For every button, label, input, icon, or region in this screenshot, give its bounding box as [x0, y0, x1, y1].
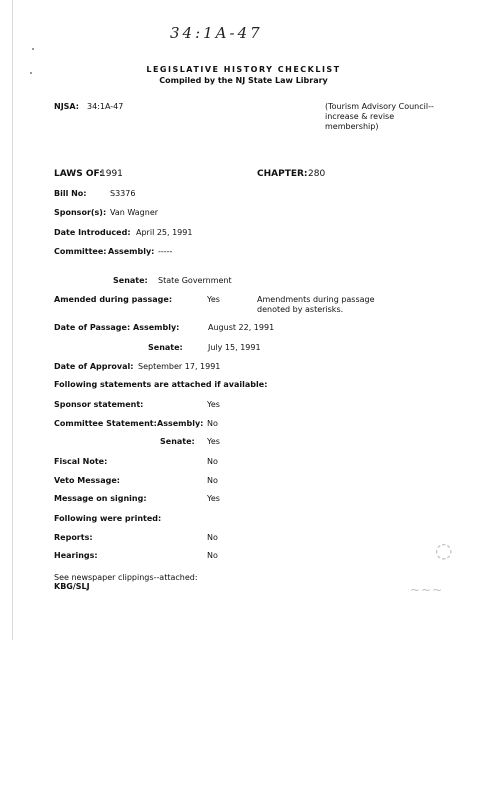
committee-senate-value: State Government: [158, 276, 232, 285]
document-header: [0, 65, 487, 85]
date-introduced-label: Date Introduced:: [54, 228, 131, 237]
committee-statement-label: Committee Statement:: [54, 419, 157, 428]
sponsors-value: Van Wagner: [110, 208, 159, 217]
reports-label: Reports:: [54, 533, 93, 542]
committee-statement-assembly-value: No: [207, 419, 218, 428]
bill-no-label: Bill No:: [54, 189, 87, 198]
statements-heading: Following statements are attached if available:: [54, 380, 268, 389]
veto-message-value: No: [207, 476, 218, 485]
sponsors-label: Sponsor(s):: [54, 208, 107, 217]
passage-assembly-value: August 22, 1991: [208, 323, 275, 332]
bleed-through-mark: ◌: [435, 538, 453, 562]
date-of-approval-label: Date of Approval:: [54, 362, 134, 371]
committee-statement-assembly-label: Assembly:: [157, 419, 204, 428]
sponsor-statement-value: Yes: [207, 400, 220, 409]
njsa-value: 34:1A-47: [87, 102, 124, 111]
initials: KBG/SLJ: [54, 582, 90, 591]
document-subtitle: Compiled by the NJ State Law Library: [159, 76, 328, 85]
hearings-value: No: [207, 551, 218, 560]
laws-of-label: LAWS OF:: [54, 169, 103, 179]
committee-assembly-value: -----: [158, 247, 173, 256]
reports-value: No: [207, 533, 218, 542]
passage-senate-value: July 15, 1991: [208, 343, 261, 352]
message-on-signing-value: Yes: [207, 494, 220, 503]
date-of-passage-label: Date of Passage:: [54, 323, 131, 332]
date-of-approval-value: September 17, 1991: [138, 362, 221, 371]
passage-senate-label: Senate:: [148, 343, 183, 352]
fiscal-note-value: No: [207, 457, 218, 466]
chapter-label: CHAPTER:: [257, 169, 308, 179]
sponsor-statement-label: Sponsor statement:: [54, 400, 144, 409]
chapter-value: 280: [308, 169, 326, 179]
message-on-signing-label: Message on signing:: [54, 494, 147, 503]
passage-assembly-label: Assembly:: [133, 323, 180, 332]
fiscal-note-label: Fiscal Note:: [54, 457, 108, 466]
handwritten-note: 34:1A-47: [170, 24, 263, 42]
laws-of-value: 1991: [100, 169, 123, 179]
committee-label: Committee:: [54, 247, 107, 256]
printed-heading: Following were printed:: [54, 514, 162, 523]
clippings-note: See newspaper clippings--attached:: [54, 573, 198, 582]
committee-assembly-label: Assembly:: [108, 247, 155, 256]
amended-label: Amended during passage:: [54, 295, 173, 304]
hearings-label: Hearings:: [54, 551, 98, 560]
committee-senate-label: Senate:: [113, 276, 148, 285]
scan-speck: [32, 48, 34, 50]
veto-message-label: Veto Message:: [54, 476, 120, 485]
committee-statement-senate-value: Yes: [207, 437, 220, 446]
njsa-label: NJSA:: [54, 102, 79, 111]
committee-statement-senate-label: Senate:: [160, 437, 195, 446]
amended-value: Yes: [207, 295, 220, 304]
bill-no-value: S3376: [110, 189, 136, 198]
amendments-note: Amendments during passage denoted by asterisks.: [257, 295, 375, 314]
bleed-through-mark: ~~~: [410, 583, 444, 597]
description-note: (Tourism Advisory Council--increase & revise membership): [325, 102, 434, 131]
page-edge-line: [12, 0, 13, 640]
date-introduced-value: April 25, 1991: [136, 228, 193, 237]
document-title: LEGISLATIVE HISTORY CHECKLIST: [146, 65, 341, 74]
